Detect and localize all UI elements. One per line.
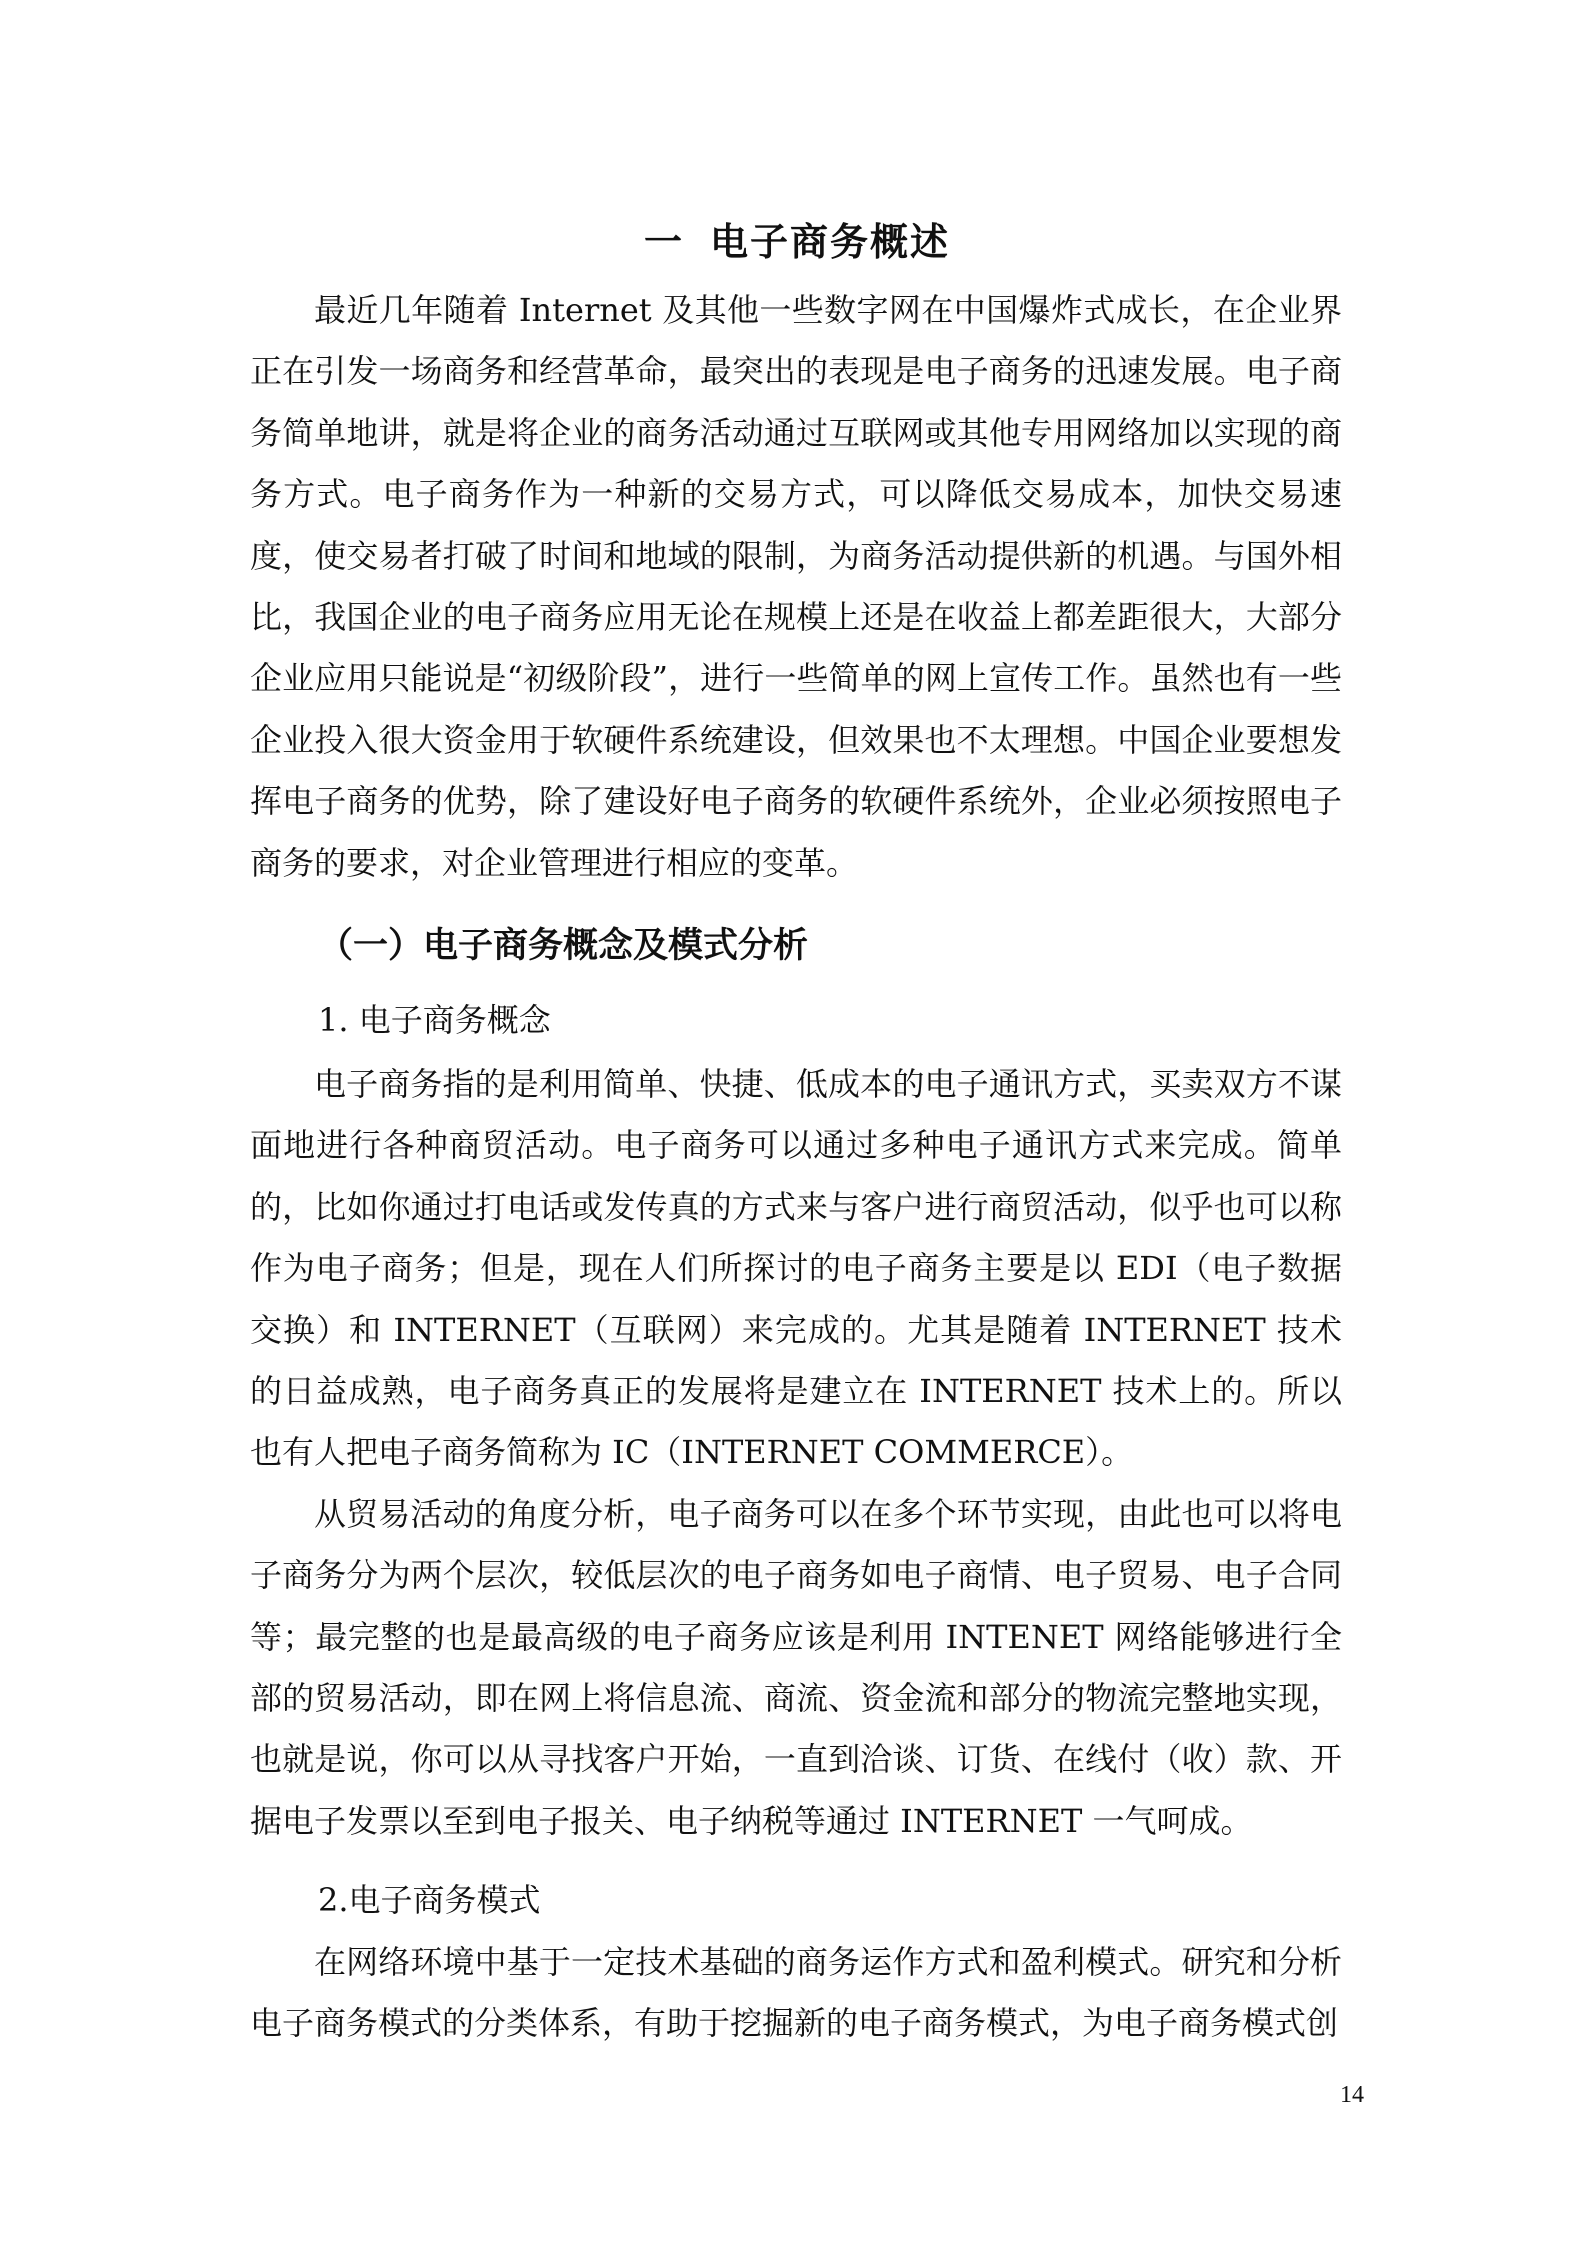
intro-block — [250, 280, 1342, 894]
section-number: 一 — [643, 220, 684, 264]
subsection-heading: （一）电子商务概念及模式分析 — [318, 926, 809, 966]
item1-block — [250, 1054, 1342, 1852]
item1-paragraph-2: 从贸易活动的角度分析，电子商务可以在多个环节实现，由此也可以将电子商务分为两个层次，较低层次的电子商务如电子商情、电子贸易、电子合同等；最完整的也是最高级的电子商务应该是利用 INTENET 网络能够进行全部的贸易活动，即在网上将信息流、商流、资金流和部分的物流完整地实现，也就是说，你可以从寻找客户开始，一直到洽谈、订货、在线付（收）款、开据电子发票以至到电子报关、电子纳税等通过 INTERNET 一气呵成。 — [250, 1494, 1342, 1840]
item2-heading: 2.电子商务模式 — [318, 1881, 541, 1919]
item2-block — [250, 1932, 1342, 2055]
item1-paragraph-1: 电子商务指的是利用简单、快捷、低成本的电子通讯方式，买卖双方不谋面地进行各种商贸活动。电子商务可以通过多种电子通讯方式来完成。简单的，比如你通过打电话或发传真的方式来与客户进行商贸活动，似乎也可以称作为电子商务；但是，现在人们所探讨的电子商务主要是以 EDI（电子数据交换）和 INTERNET（互联网）来完成的。尤其是随着 INTERNET 技术的日益成熟，电子商务真正的发展将是建立在 INTERNET 技术上的。所以也有人把电子商务简称为 IC（INTERNET COMMERCE）。 — [250, 1065, 1342, 1472]
section-title — [0, 212, 1594, 272]
item2-paragraph: 在网络环境中基于一定技术基础的商务运作方式和盈利模式。研究和分析电子商务模式的分类体系，有助于挖掘新的电子商务模式，为电子商务模式创 — [250, 1943, 1342, 2043]
intro-paragraph: 最近几年随着 Internet 及其他一些数字网在中国爆炸式成长，在企业界正在引发一场商务和经营革命，最突出的表现是电子商务的迅速发展。电子商务简单地讲，就是将企业的商务活动通过互联网或其他专用网络加以实现的商务方式。电子商务作为一种新的交易方式，可以降低交易成本，加快交易速度，使交易者打破了时间和地域的限制，为商务活动提供新的机遇。与国外相比，我国企业的电子商务应用无论在规模上还是在收益上都差距很大，大部分企业应用只能说是“初级阶段”，进行一些简单的网上宣传工作。虽然也有一些企业投入很大资金用于软硬件系统建设，但效果也不太理想。中国企业要想发挥电子商务的优势，除了建设好电子商务的软硬件系统外，企业必须按照电子商务的要求，对企业管理进行相应的变革。 — [250, 291, 1342, 882]
item1-heading: 1. 电子商务概念 — [318, 1001, 551, 1039]
section-title-text: 电子商务概述 — [710, 220, 951, 264]
page-number: 14 — [1340, 2082, 1364, 2108]
